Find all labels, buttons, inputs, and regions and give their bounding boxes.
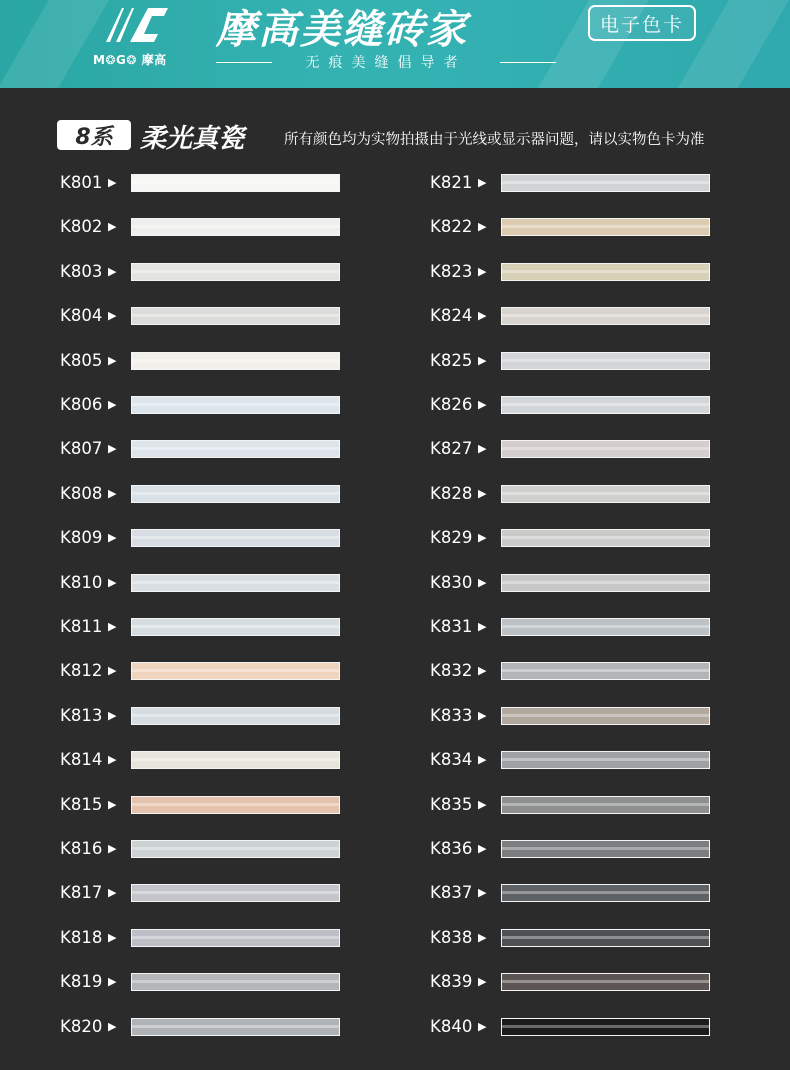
swatch-code: K834 [430,750,473,769]
arrow-right-icon: ▶ [478,176,487,189]
swatch-code: K816 [60,839,103,858]
arrow-right-icon: ▶ [108,487,117,500]
slogan-text: 无痕美缝倡导者 [305,55,467,71]
color-swatch-bar[interactable] [131,973,340,991]
swatch-code: K829 [430,528,473,547]
color-swatch-bar[interactable] [131,618,340,636]
color-swatch-bar[interactable] [131,751,340,769]
arrow-right-icon: ▶ [478,442,487,455]
swatch-code: K809 [60,528,103,547]
swatch-code: K838 [430,928,473,947]
swatch-code: K820 [60,1017,103,1036]
arrow-right-icon: ▶ [478,1020,487,1033]
swatch-code: K832 [430,661,473,680]
arrow-right-icon: ▶ [478,531,487,544]
arrow-right-icon: ▶ [478,309,487,322]
swatch-code: K822 [430,217,473,236]
color-swatch-bar[interactable] [501,751,710,769]
color-swatch-bar[interactable] [501,707,710,725]
color-swatch-bar[interactable] [131,662,340,680]
arrow-right-icon: ▶ [108,931,117,944]
swatch-code: K833 [430,706,473,725]
color-swatch-bar[interactable] [501,174,710,192]
arrow-right-icon: ▶ [478,753,487,766]
color-swatch-bar[interactable] [501,529,710,547]
color-swatch-bar[interactable] [501,884,710,902]
color-swatch-bar[interactable] [501,840,710,858]
arrow-right-icon: ▶ [108,354,117,367]
color-swatch-bar[interactable] [131,352,340,370]
swatch-code: K831 [430,617,473,636]
arrow-right-icon: ▶ [108,664,117,677]
arrow-right-icon: ▶ [478,931,487,944]
color-swatch-bar[interactable] [131,174,340,192]
slogan [216,52,556,72]
swatch-code: K823 [430,262,473,281]
arrow-right-icon: ▶ [108,709,117,722]
arrow-right-icon: ▶ [478,664,487,677]
brand-logo-icon [100,4,176,44]
arrow-right-icon: ▶ [478,265,487,278]
color-swatch-bar[interactable] [501,618,710,636]
swatch-code: K818 [60,928,103,947]
swatch-code: K815 [60,795,103,814]
swatch-code: K811 [60,617,103,636]
swatch-code: K803 [60,262,103,281]
arrow-right-icon: ▶ [478,576,487,589]
color-swatch-bar[interactable] [131,1018,340,1036]
arrow-right-icon: ▶ [478,709,487,722]
color-swatch-bar[interactable] [131,485,340,503]
color-swatch-bar[interactable] [501,574,710,592]
color-swatch-bar[interactable] [131,884,340,902]
swatch-code: K808 [60,484,103,503]
color-swatch-bar[interactable] [501,396,710,414]
swatch-code: K827 [430,439,473,458]
arrow-right-icon: ▶ [108,1020,117,1033]
color-swatch-bar[interactable] [131,707,340,725]
slogan-line-right [500,62,556,63]
swatch-code: K801 [60,173,103,192]
arrow-right-icon: ▶ [108,265,117,278]
color-swatch-bar[interactable] [501,218,710,236]
swatch-code: K804 [60,306,103,325]
swatch-code: K835 [430,795,473,814]
arrow-right-icon: ▶ [478,220,487,233]
color-swatch-bar[interactable] [131,218,340,236]
color-swatch-bar[interactable] [131,440,340,458]
swatch-code: K830 [430,573,473,592]
arrow-right-icon: ▶ [478,798,487,811]
series-note: 所有颜色均为实物拍摄由于光线或显示器问题，请以实物色卡为准 [284,132,705,148]
arrow-right-icon: ▶ [108,309,117,322]
arrow-right-icon: ▶ [108,176,117,189]
color-card-button[interactable]: 电子色卡 [588,5,696,41]
color-swatch-bar[interactable] [501,662,710,680]
arrow-right-icon: ▶ [108,886,117,899]
swatch-code: K839 [430,972,473,991]
swatch-code: K807 [60,439,103,458]
swatch-code: K825 [430,351,473,370]
arrow-right-icon: ▶ [478,620,487,633]
color-swatch-bar[interactable] [501,307,710,325]
slogan-line-left [216,62,272,63]
arrow-right-icon: ▶ [478,354,487,367]
color-swatch-bar[interactable] [131,307,340,325]
color-swatch-bar[interactable] [131,263,340,281]
series-badge-text: 8系 [75,124,113,150]
color-swatch-bar[interactable] [501,485,710,503]
arrow-right-icon: ▶ [108,531,117,544]
swatch-code: K812 [60,661,103,680]
swatch-code: K813 [60,706,103,725]
arrow-right-icon: ▶ [108,753,117,766]
arrow-right-icon: ▶ [478,487,487,500]
swatch-code: K806 [60,395,103,414]
swatch-code: K824 [430,306,473,325]
color-swatch-bar[interactable] [131,529,340,547]
arrow-right-icon: ▶ [478,886,487,899]
color-swatch-bar[interactable] [501,1018,710,1036]
header-banner [0,0,790,88]
arrow-right-icon: ▶ [478,975,487,988]
color-swatch-bar[interactable] [131,396,340,414]
brand-title: 摩高美缝砖家 [216,7,468,53]
series-name: 柔光真瓷 [140,124,245,154]
color-swatch-bar[interactable] [131,574,340,592]
swatch-code: K840 [430,1017,473,1036]
swatch-code: K805 [60,351,103,370]
color-swatch-bar[interactable] [131,796,340,814]
swatch-code: K836 [430,839,473,858]
swatch-code: K837 [430,883,473,902]
color-swatch-bar[interactable] [501,440,710,458]
color-swatch-bar[interactable] [501,973,710,991]
color-swatch-bar[interactable] [501,352,710,370]
color-swatch-bar[interactable] [131,929,340,947]
color-swatch-bar[interactable] [501,929,710,947]
color-swatch-bar[interactable] [131,840,340,858]
swatch-code: K814 [60,750,103,769]
swatch-code: K828 [430,484,473,503]
brand-logo-text: M❂G❂ 摩高 [93,53,167,67]
arrow-right-icon: ▶ [108,620,117,633]
series-badge [57,120,131,150]
swatch-code: K826 [430,395,473,414]
color-swatch-bar[interactable] [501,263,710,281]
arrow-right-icon: ▶ [108,442,117,455]
arrow-right-icon: ▶ [108,798,117,811]
swatch-code: K819 [60,972,103,991]
arrow-right-icon: ▶ [108,576,117,589]
arrow-right-icon: ▶ [478,842,487,855]
swatch-code: K817 [60,883,103,902]
arrow-right-icon: ▶ [108,842,117,855]
swatch-code: K821 [430,173,473,192]
arrow-right-icon: ▶ [108,398,117,411]
color-swatch-bar[interactable] [501,796,710,814]
arrow-right-icon: ▶ [108,220,117,233]
swatch-code: K802 [60,217,103,236]
arrow-right-icon: ▶ [108,975,117,988]
arrow-right-icon: ▶ [478,398,487,411]
swatch-code: K810 [60,573,103,592]
